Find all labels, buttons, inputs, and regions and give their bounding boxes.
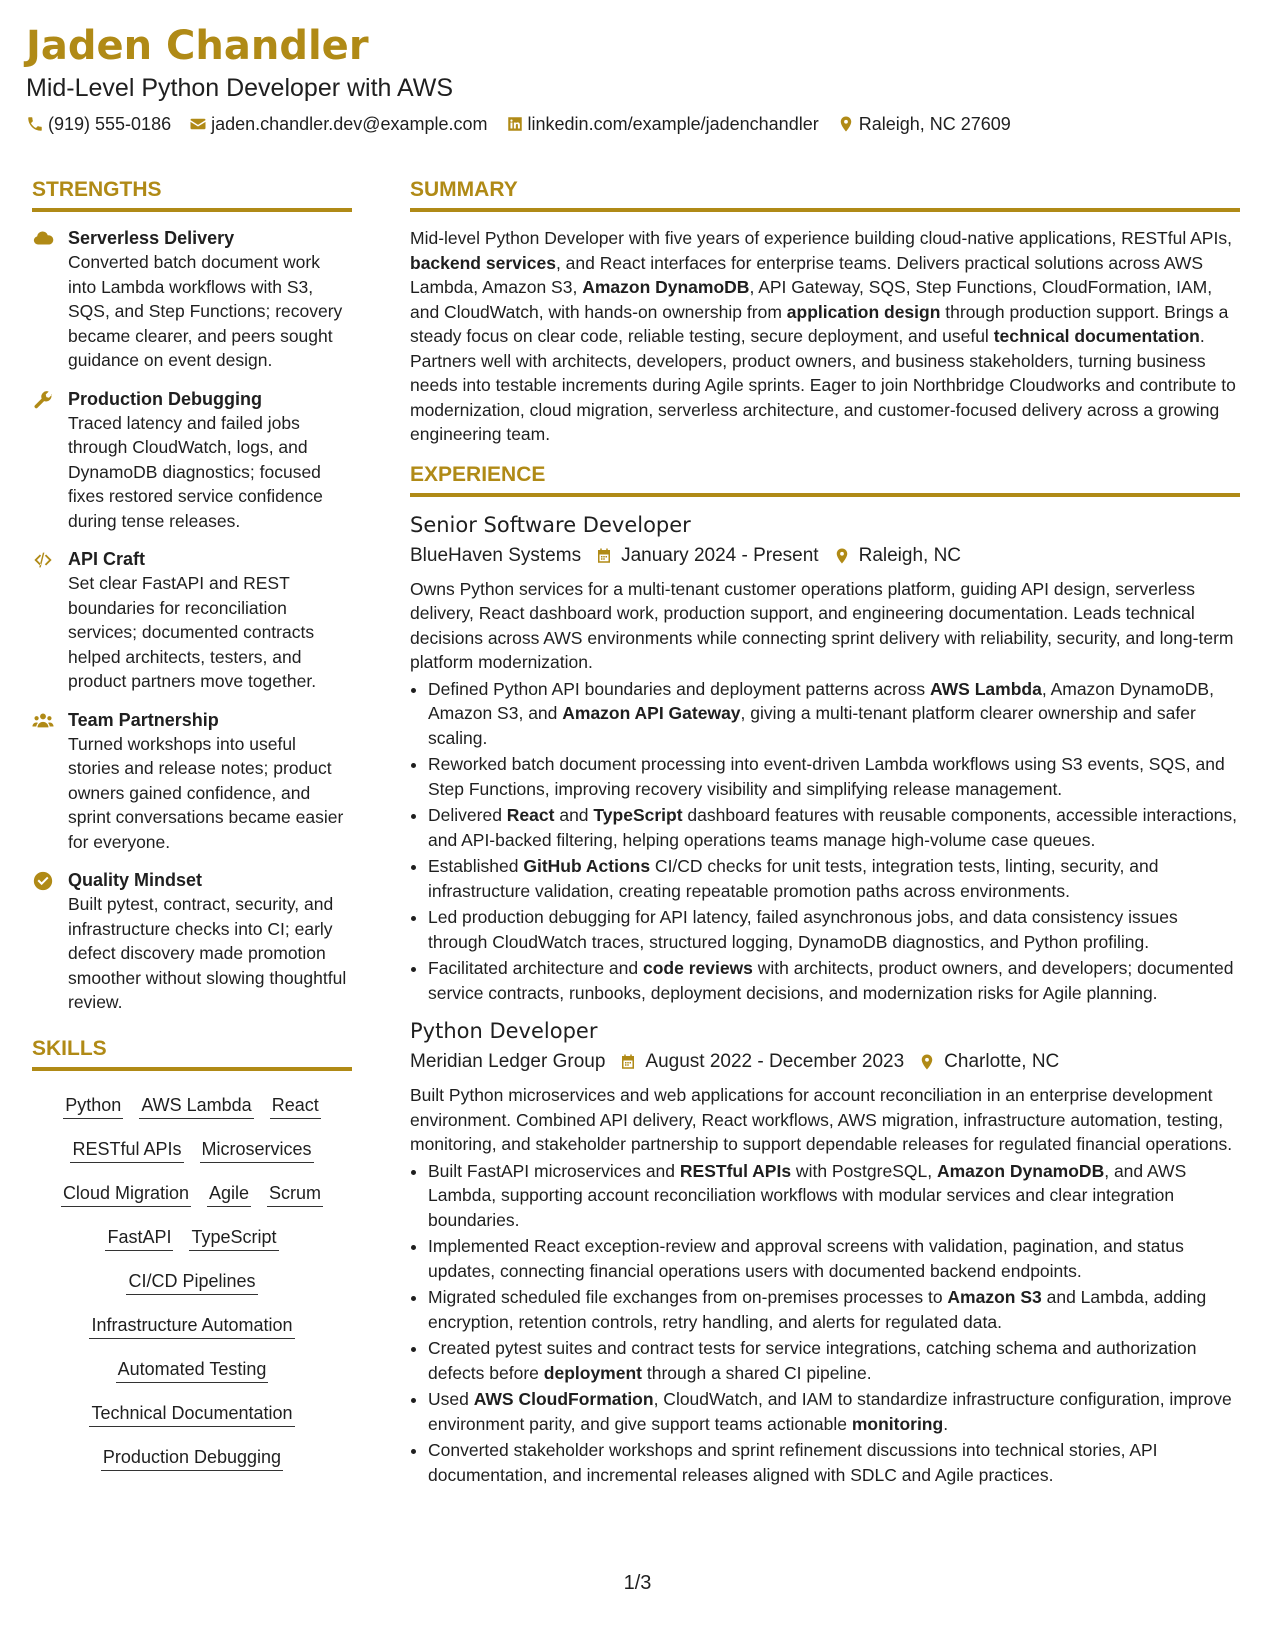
text-segment: Defined Python API boundaries and deployment patterns across	[428, 678, 930, 699]
bullet-item	[428, 677, 1240, 751]
skills-list	[32, 1085, 352, 1481]
bullet-item	[428, 1159, 1240, 1233]
check-circle-icon	[32, 870, 54, 892]
bullet-item	[428, 752, 1240, 801]
bold-keyword: code reviews	[642, 958, 753, 978]
phone-text: (919) 555-0186	[48, 114, 172, 134]
text-segment: . Partners well with architects, developers, product owners, and business stakeholders, turning business needs into testable increments during Agile sprints. Eager to join Northbridge Cloudworks and contribute to modernization, cloud migration, serverless architecture, and customer-focused delivery across a growing engineering team.	[410, 326, 1236, 444]
skill-tag: React	[270, 1093, 321, 1119]
page-number: 1/3	[623, 1572, 652, 1594]
bullet-item	[428, 803, 1240, 852]
text-segment: Delivered	[428, 805, 507, 825]
text-segment: , Amazon DynamoDB, Amazon S3, and	[428, 678, 1214, 723]
job-description: Built Python microservices and web applications for account reconciliation in an enterprise development environment. Combined API delivery, React workflows, AWS migration, infrastructure automation, testing, monitoring, and stakeholder partnership to support dependable releases for regulated financial operations.	[410, 1085, 1233, 1154]
contact-email[interactable]	[189, 112, 487, 136]
bullet-item	[428, 956, 1240, 1005]
job-location: Raleigh, NC	[858, 544, 962, 566]
strength-desc: Turned workshops into useful stories and release notes; product owners gained confidence, and sprint conversations became easier for everyone.	[68, 733, 344, 852]
job-title: Senior Software Developer	[410, 512, 691, 537]
strength-item	[32, 868, 352, 1015]
job-description: Owns Python services for a multi-tenant customer operations platform, guiding API design, serverless delivery, React dashboard work, production support, and engineering documentation. Leads technical decisions across AWS environments while connecting sprint delivery with reliability, security, and long-term platform modernization.	[410, 578, 1234, 672]
strength-desc: Converted batch document work into Lambda workflows with S3, SQS, and Step Functions; recovery became clearer, and peers sought guidance on event design.	[68, 252, 343, 370]
text-segment: through a shared CI pipeline.	[642, 1362, 872, 1383]
job-company: Meridian Ledger Group	[410, 1051, 606, 1072]
strength-item	[32, 387, 352, 534]
summary-text	[410, 226, 1240, 447]
right-column	[410, 176, 1240, 1499]
bold-keyword: deployment	[543, 1362, 642, 1383]
bold-keyword: RESTful APIs	[679, 1160, 792, 1181]
text-segment: Built FastAPI microservices and	[428, 1160, 680, 1181]
bold-keyword: Amazon S3	[947, 1287, 1042, 1307]
skill-tag: FastAPI	[105, 1225, 173, 1251]
bullet-item	[428, 1336, 1240, 1385]
bold-keyword: GitHub Actions	[523, 856, 651, 876]
text-segment: Led production debugging for API latency, failed asynchronous jobs, and data consistency issues through CloudWatch traces, structured logging, DynamoDB diagnostics, and Python profiling.	[428, 907, 1178, 952]
wrench-icon	[32, 389, 54, 411]
text-segment: Created pytest suites and contract tests for service integrations, catching schema and authorization defects before	[428, 1338, 1197, 1383]
skill-tag: RESTful APIs	[70, 1137, 183, 1163]
bullet-item	[428, 854, 1240, 903]
skill-tag: Agile	[207, 1181, 251, 1207]
skill-tag: CI/CD Pipelines	[126, 1269, 257, 1295]
summary-heading: SUMMARY	[410, 176, 1240, 212]
candidate-headline: Mid-Level Python Developer with AWS	[26, 74, 454, 102]
job-entry	[410, 1017, 1240, 1487]
bold-keyword: technical documentation	[993, 326, 1200, 346]
email-text[interactable]: jaden.chandler.dev@example.com	[211, 114, 488, 134]
job-company: BlueHaven Systems	[410, 544, 582, 566]
text-segment: with architects, product owners, and developers; documented service contracts, runbooks, deployment decisions, and modernization risks for Agile planning.	[428, 958, 1234, 1003]
job-entry	[410, 511, 1240, 1006]
job-bullets	[410, 1159, 1240, 1488]
bold-keyword: application design	[786, 301, 941, 322]
bullet-item	[428, 1387, 1240, 1436]
strength-desc: Set clear FastAPI and REST boundaries for reconciliation services; documented contracts helped architects, testers, and product partners move together.	[68, 573, 317, 691]
job-dates: August 2022 - December 2023	[645, 1051, 905, 1072]
contact-location	[837, 112, 1011, 136]
left-column	[32, 176, 352, 1481]
skill-tag: Microservices	[200, 1137, 314, 1163]
text-segment: , and React interfaces for enterprise teams. Delivers practical solutions across AWS Lambda, Amazon S3,	[410, 252, 1204, 297]
strength-title: Team Partnership	[68, 709, 219, 730]
strength-item	[32, 547, 352, 694]
job-meta	[410, 1049, 1240, 1075]
location-pin-icon	[837, 115, 855, 133]
strength-item	[32, 226, 352, 373]
text-segment: CI/CD checks for unit tests, integration tests, linting, security, and infrastructure validation, creating repeatable promotion paths across environments.	[428, 856, 1159, 901]
bold-keyword: Amazon API Gateway	[562, 703, 741, 723]
strength-desc: Built pytest, contract, security, and infrastructure checks into CI; early defect discovery made promotion smoother without slowing thoughtful review.	[68, 894, 347, 1012]
location-pin-icon	[918, 1053, 936, 1071]
bullet-item	[428, 1438, 1240, 1487]
job-dates: January 2024 - Present	[621, 544, 819, 566]
code-icon	[32, 549, 54, 571]
strengths-heading: STRENGTHS	[32, 176, 352, 212]
skill-tag: Python	[63, 1093, 123, 1119]
skills-heading: SKILLS	[32, 1035, 352, 1071]
skill-tag: Automated Testing	[116, 1357, 269, 1383]
text-segment: Reworked batch document processing into event-driven Lambda workflows using S3 events, SQS, and Step Functions, improving recovery visibility and simplifying release management.	[428, 754, 1225, 799]
linkedin-icon	[506, 115, 524, 133]
text-segment: .	[943, 1413, 949, 1434]
text-segment: Mid-level Python Developer with five years of experience building cloud-native applications, RESTful APIs,	[410, 228, 1232, 248]
text-segment: Established	[428, 856, 524, 876]
users-icon	[32, 710, 54, 732]
text-segment: , giving a multi-tenant platform clearer ownership and safer scaling.	[428, 703, 1196, 748]
text-segment: Implemented React exception-review and approval screens with validation, pagination, and status updates, connecting financial operations users with documented backend endpoints.	[428, 1236, 1184, 1281]
calendar-icon	[595, 547, 613, 565]
cloud-icon	[32, 228, 54, 250]
text-segment: and	[554, 805, 594, 825]
job-location: Charlotte, NC	[944, 1051, 1060, 1072]
skill-tag: TypeScript	[189, 1225, 278, 1251]
job-meta	[410, 543, 1240, 569]
skill-tag: Technical Documentation	[89, 1401, 294, 1427]
strength-desc: Traced latency and failed jobs through CloudWatch, logs, and DynamoDB diagnostics; focused fixes restored service confidence during tense releases.	[68, 412, 323, 531]
experience-heading: EXPERIENCE	[410, 461, 1240, 497]
skill-tag: Production Debugging	[101, 1445, 283, 1471]
text-segment: dashboard features with reusable components, accessible interactions, and API-backed filtering, helping operations teams manage high-volume case queues.	[428, 805, 1238, 850]
bold-keyword: monitoring	[851, 1413, 944, 1434]
bullet-item	[428, 1234, 1240, 1283]
contact-linkedin[interactable]	[506, 112, 819, 136]
text-segment: Converted stakeholder workshops and sprint refinement discussions into technical stories, API documentation, and incremental releases aligned with SDLC and Agile practices.	[428, 1440, 1158, 1485]
bold-keyword: Amazon DynamoDB	[936, 1160, 1105, 1181]
bullet-item	[428, 1285, 1240, 1334]
text-segment: Used	[428, 1389, 474, 1409]
contact-phone	[26, 112, 171, 136]
job-bullets	[410, 677, 1240, 1006]
location-text: Raleigh, NC 27609	[858, 114, 1011, 134]
skill-tag: Scrum	[267, 1181, 323, 1207]
strength-title: Production Debugging	[68, 388, 262, 409]
bold-keyword: backend services	[410, 252, 556, 273]
strength-item	[32, 708, 352, 855]
text-segment: and Lambda, adding encryption, retention controls, retry handling, and alerts for regulated data.	[428, 1287, 1207, 1332]
candidate-name: Jaden Chandler	[26, 23, 369, 69]
bold-keyword: React	[506, 805, 555, 825]
bold-keyword: AWS Lambda	[929, 678, 1042, 699]
text-segment: Facilitated architecture and	[428, 958, 643, 978]
text-segment: , and AWS Lambda, supporting account reconciliation workflows with modular services and clear integration boundaries.	[428, 1160, 1187, 1230]
bold-keyword: AWS CloudFormation	[473, 1389, 654, 1409]
skill-tag: Cloud Migration	[61, 1181, 191, 1207]
calendar-icon	[619, 1053, 637, 1071]
strength-title: Serverless Delivery	[68, 228, 235, 248]
text-segment: Migrated scheduled file exchanges from on-premises processes to	[428, 1287, 948, 1307]
strength-title: Quality Mindset	[68, 870, 203, 890]
phone-icon	[26, 115, 44, 133]
bold-keyword: TypeScript	[593, 805, 683, 825]
text-segment: , API Gateway, SQS, Step Functions, CloudFormation, IAM, and CloudWatch, with hands-on ownership from	[410, 277, 1213, 322]
text-segment: with PostgreSQL,	[791, 1160, 937, 1181]
skill-tag: AWS Lambda	[139, 1093, 253, 1119]
linkedin-text[interactable]: linkedin.com/example/jadenchandler	[527, 114, 819, 134]
strength-title: API Craft	[68, 549, 146, 569]
job-title: Python Developer	[410, 1019, 598, 1043]
skill-tag: Infrastructure Automation	[89, 1313, 294, 1339]
envelope-icon	[189, 115, 207, 133]
text-segment: , CloudWatch, and IAM to standardize infrastructure configuration, improve environment parity, and give support teams actionable	[428, 1389, 1232, 1434]
bold-keyword: Amazon DynamoDB	[582, 277, 750, 297]
bullet-item	[428, 905, 1240, 954]
contact-bar	[26, 112, 1029, 136]
text-segment: through production support. Brings a steady focus on clear code, reliable testing, secure deployment, and useful	[410, 301, 1229, 346]
location-pin-icon	[833, 547, 851, 565]
